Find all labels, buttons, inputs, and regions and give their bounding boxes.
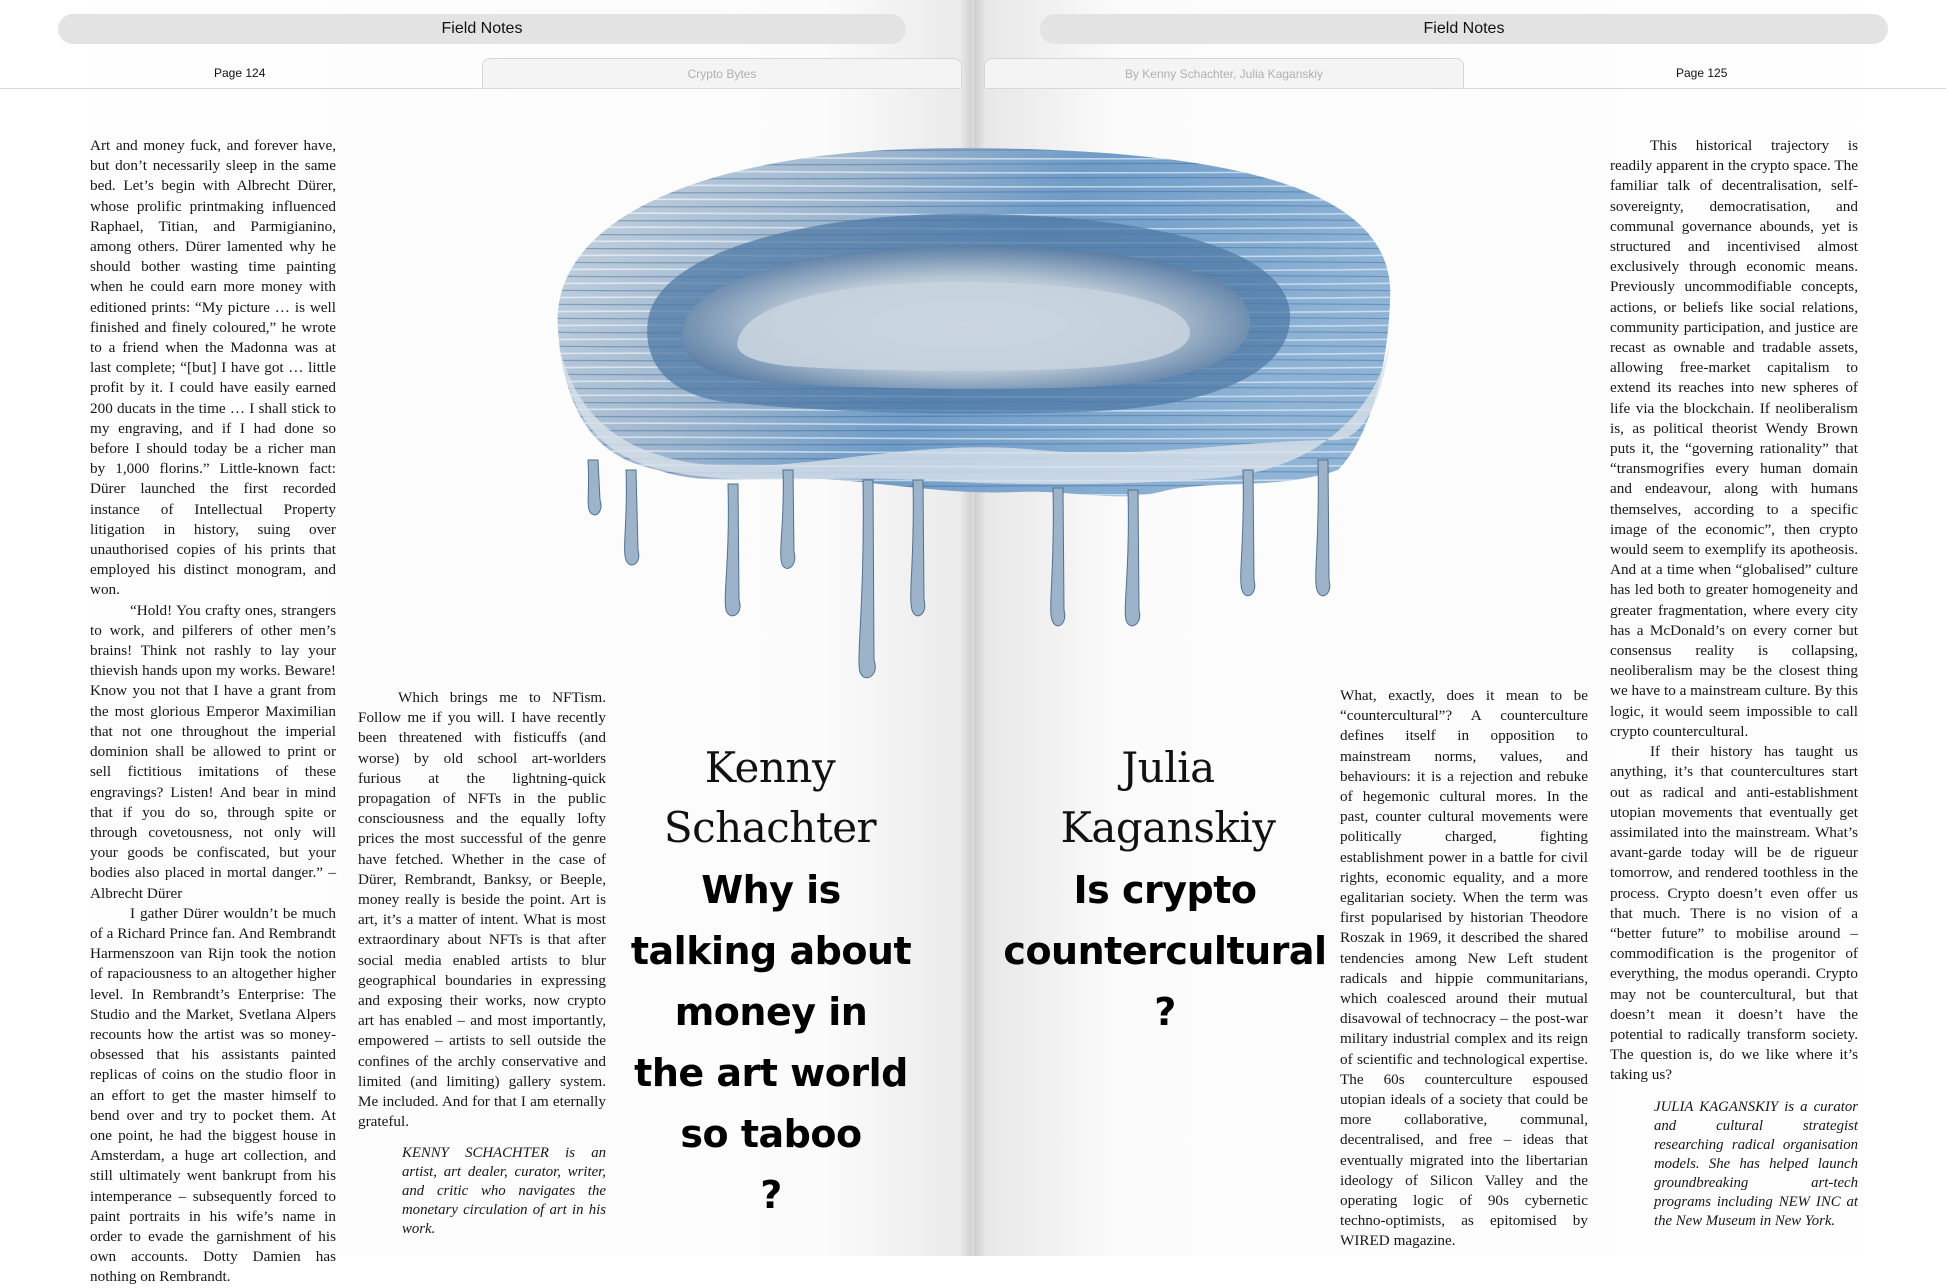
left-page-number: Page 124 xyxy=(214,66,266,80)
left-running-tab[interactable]: Crypto Bytes xyxy=(482,58,962,88)
left-headline xyxy=(606,860,936,1226)
right-running-tab[interactable]: By Kenny Schachter, Julia Kaganskiy xyxy=(984,58,1464,88)
headline-line: Is crypto xyxy=(1073,868,1257,912)
right-article-column-1 xyxy=(1340,686,1588,1252)
left-author-name: Kenny Schachter xyxy=(663,743,877,852)
right-article-column-2 xyxy=(1610,136,1858,1231)
right-section-title: Field Notes xyxy=(1040,14,1888,44)
page-header-strip xyxy=(0,58,1946,88)
header-divider-right xyxy=(986,88,1946,89)
header-divider-left xyxy=(0,88,960,89)
headline-line: Why is xyxy=(701,868,841,912)
left-section-title: Field Notes xyxy=(58,14,906,44)
headline-line: the art world xyxy=(634,1051,908,1095)
headline-line: countercultural xyxy=(1003,929,1327,973)
author-bio: JULIA KAGANSKIY is a curator and cultural strategist researching radical organisation models. She has helped launch groundbreaking art-tech programs including NEW INC at the New Museum in New York. xyxy=(1654,1098,1858,1229)
right-author-name: Julia Kaganskiy xyxy=(1060,743,1276,852)
paragraph: What, exactly, does it mean to be “countercultural”? A counterculture defines itself in opposition to mainstream norms, values, and behaviours: it is a rejection and rebuke of hegemonic cultural mores. In the past, counter cultural movements were politically charged, fighting establishment power in a battle for civil rights, economic equality, and a more egalitarian society. When the term was first popularised by historian Theodore Roszak in 1969, it described the shared tendencies among New Left student radicals and hippie communitarians, which coalesced around their mutual disavowal of technocracy – the post-war military industrial complex and its reign of scientific and technological expertise. The 60s counterculture espoused utopian ideals of a society that could be more collaborative, communal, decentralised, and free – ideas that eventually migrated into the libertarian ideology of Silicon Valley and the operating logic of 90s cybernetic techno-optimists, as epitomised by WIRED magazine. xyxy=(1340,687,1588,1250)
paragraph: Which brings me to NFTism. Follow me if you will. I have recently been threatened with fisticuffs (and worse) by old school art-worlders furious at the lightning-quick propagation of NFTs in the public consciousness and the equally lofty prices the most successful of the genre have fetched. Whether in the case of Dürer, Rembrandt, Banksy, or Beeple, money really is beside the point. Art is art, it’s a matter of intent. What is most extraordinary about NFTs is that after social media enabled artists to blur geographical boundaries in expressing and exposing their works, now crypto art has enabled – and most importantly, empowered – artists to sell outside the confines of the archly conservative and limited (and limiting) gallery system. Me included. And for that I am eternally grateful. xyxy=(358,689,606,1131)
paragraph: If their history has taught us anything, it’s that countercultures start out as radical and anti-establishment utopian movements that eventually get assimilated into the mainstream. What’s avant-garde today will be de rigueur tomorrow, and rendered toothless in the process. Crypto doesn’t even offer us that much. There is no vision of a “better future” to mobilise around – commodification is the progenitor of everything, the modus operandi. Crypto may not be countercultural, but that doesn’t mean it doesn’t have the potential to radically transform society. The question is, do we like where it’s taking us? xyxy=(1610,743,1858,1084)
author-bio: KENNY SCHACHTER is an artist, art dealer, curator, writer, and critic who navigates the monetary circulation of art in his work. xyxy=(402,1145,606,1238)
left-article-column-2 xyxy=(358,688,606,1239)
left-article-column-1 xyxy=(90,136,336,1288)
headline-line: money in xyxy=(674,990,868,1034)
paragraph: “Hold! You crafty ones, strangers to work, and pilferers of other men’s brains! Think not rashly to lay your thievish hands upon my works. Beware! Know you not that I have a grant from the most glorious Emperor Maximilian that not one throughout the imperial dominion shall be allowed to print or sell fictitious imitations of these engravings? Listen! And bear in mind that if you do so, through spite or through covetousness, not only will your goods be confiscated, but your bodies also placed in mortal danger.” – Albrecht Dürer xyxy=(90,601,336,902)
right-page-number: Page 125 xyxy=(1676,66,1728,80)
headline-line: ? xyxy=(1154,990,1176,1034)
headline-line: ? xyxy=(760,1173,782,1217)
right-headline xyxy=(1000,860,1330,1043)
dripping-crystal-illustration xyxy=(518,140,1418,700)
headline-line: so taboo xyxy=(680,1112,862,1156)
paragraph: Art and money fuck, and forever have, but don’t necessarily sleep in the same bed. Let’s begin with Albrecht Dürer, whose prolific printmaking influenced Raphael, Titian, and Parmigianino, among others. Dürer lamented why he should bother wasting time painting when he could earn more money with editioned prints: “My picture … is well finished and finely coloured,” he wrote to a friend when the Madonna was at last complete; “[but] I have got … little profit by it. I could have easily earned 200 ducats in the time … I shall stick to my engraving, and if I had done so before I should today be a richer man by 1,000 florins.” Little-known fact: Dürer launched the first recorded instance of Intellectual Property litigation in history, suing over unauthorised copies of his prints that employed his distinct monogram, and won. xyxy=(90,137,336,599)
paragraph: This historical trajectory is readily apparent in the crypto space. The familiar talk of decentralisation, self- sovereignty, democratisation, and communal governance abounds, yet is structured and incentivised almost exclusively through economic means. Previously uncommodifiable concepts, actions, or beliefs like social relations, community participation, and justice are recast as ownable and tradable assets, allowing free-market capitalism to extend its reaches into new spheres of life via the blockchain. If neoliberalism is, as political theorist Wendy Brown puts it, the “governing rationality” that “transmogrifies every human domain and endeavour, along with humans themselves, according to a specific image of the economic”, then crypto would seem to exemplify its apotheosis. And at a time when “globalised” culture has led both to greater homogeneity and greater fragmentation, where every city has a McDonald’s on every corner but consensus reality is collapsing, neoliberalism may be the closest thing we have to a mainstream culture. By this logic, it would seem impossible to call crypto countercultural. xyxy=(1610,137,1858,740)
headline-line: talking about xyxy=(630,929,912,973)
paragraph: I gather Dürer wouldn’t be much of a Richard Prince fan. And Rembrandt Harmenszoon van Rijn took the notion of rapaciousness to an altogether higher level. In Rembrandt’s Enterprise: The Studio and the Market, Svetlana Alpers recounts how the artist was so money-obsessed that his assistants painted replicas of coins on the studio floor in an effort to get the master himself to bend over and try to pocket them. At one point, he had the biggest house in Amsterdam, a huge art collection, and still ultimately went bankrupt from his intemperance – subsequently forced to paint portraits in his wife’s name in order to evade the garnishment of his own accounts. Dotty Damien has nothing on Rembrandt. xyxy=(90,904,336,1286)
